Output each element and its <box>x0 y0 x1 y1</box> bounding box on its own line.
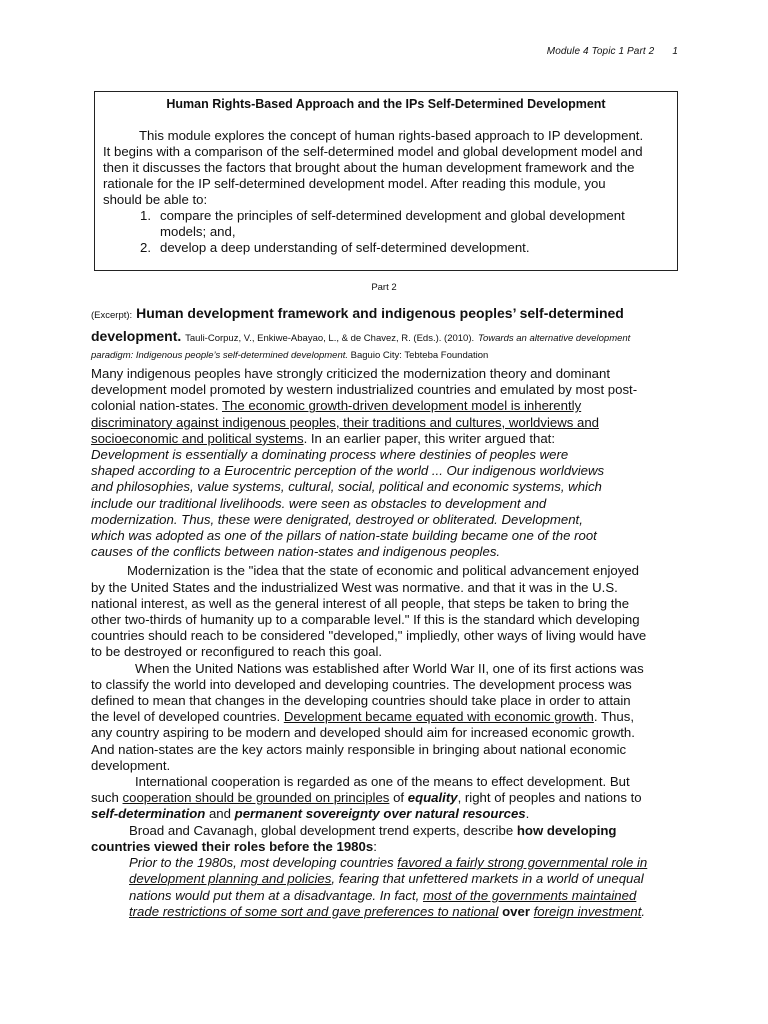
paragraph: International cooperation is regarded as one of the means to effect development. But such cooperation should be grounded on principles of equality, right of peoples and nations to self-determination and permanent sovereignty over natural resources. <box>91 774 642 822</box>
paragraph: Broad and Cavanagh, global development trend experts, describe how developing countries viewed their roles before the 1980s: <box>91 822 617 854</box>
part-label: Part 2 <box>371 282 397 293</box>
intro-line: This module explores the concept of human rights-based approach to IP development. <box>139 128 644 143</box>
excerpt-title-cont: development. <box>91 328 182 344</box>
page-number: 1 <box>672 46 678 57</box>
block-quote: Prior to the 1980s, most developing countries favored a fairly strong governmental role in development planning and policies, fearing that unfettered markets in a world of unequal nations would put them at a disadvantage. In fact, most of the governments maintained trade restrictions of some sort and gave preferences to national over foreign investment. <box>129 855 648 919</box>
article-body <box>91 366 681 920</box>
paragraph: Modernization is the "idea that the state of economic and political advancement enjoyed by the United States and the industrialized West was normative. and that it was in the U.S. national interest, as well as the general interest of all people, that steps be taken to bring the other two-thirds of humanity up to a comparable level." If this is the standard which developing countries should reach to be considered "developed," impliedly, other ways of living would have to be destroyed or reconfigured to reach this goal. <box>91 563 647 660</box>
module-overview-box <box>94 91 678 271</box>
objectives-list <box>103 208 669 256</box>
objective-item: 1. compare the principles of self-determined development and global development models; and, <box>140 208 625 239</box>
excerpt-citation: paradigm: Indigenous people’s self-determined development. Baguio City: Tebtebа Foundation <box>91 350 489 361</box>
excerpt-title: Human development framework and indigenous peoples’ self-determined <box>136 305 624 321</box>
intro-line: then it discusses the factors that brought about the human development framework and the <box>103 160 635 175</box>
block-quote: Development is essentially a dominating process where destinies of peoples were shaped according to a Eurocentric perception of the world ... Our indigenous worldviews and philosophies, value systems, cultural, social, political and economic systems, which include our traditional livelihoods. were seen as obstacles to development and modernization. Thus, these were denigrated, destroyed or obliterated. Development, which was adopted as one of the pillars of nation-state building became one of the root causes of the conflicts between nation-states and indigenous peoples. <box>91 447 605 560</box>
excerpt-heading <box>91 303 681 363</box>
excerpt-authors: Tauli-Corpuz, V., Enkiwe-Abayao, L., & de Chavez, R. (Eds.). (2010). <box>185 333 475 344</box>
intro-line: rationale for the IP self-determined development model. After reading this module, you <box>103 176 606 191</box>
paragraph: When the United Nations was established after World War II, one of its first actions was to classify the world into developed and developing countries. The development process was defined to mean that changes in the developing countries should take place in order to attain the level of developed countries. Development became equated with economic growth. Thus, any country aspiring to be modern and developed should aim for increased economic growth. And nation-states are the key actors mainly responsible in bringing about national economic development. <box>91 660 644 773</box>
objective-item: 2. develop a deep understanding of self-determined development. <box>140 240 530 255</box>
module-intro <box>103 128 669 256</box>
excerpt-book-title: Towards an alternative development <box>478 333 631 344</box>
intro-line: should be able to: <box>103 192 208 207</box>
intro-line: It begins with a comparison of the self-determined model and global development model and <box>103 144 643 159</box>
objective-number: 2. <box>140 240 151 255</box>
excerpt-prefix: (Excerpt): <box>91 310 133 321</box>
page-header <box>547 46 678 57</box>
header-label: Module 4 Topic 1 Part 2 <box>546 46 655 57</box>
objective-number: 1. <box>140 208 151 223</box>
paragraph: Many indigenous peoples have strongly criticized the modernization theory and dominant development model promoted by western industrialized countries and emulated by most post- colonial nation-states. The economic growth-driven development model is inherently discriminatory against indigenous peoples, their traditions and cultures, worldviews and socioeconomic and political systems. In an earlier paper, this writer argued that: <box>91 366 638 446</box>
module-title: Human Rights-Based Approach and the IPs Self-Determined Development <box>166 97 606 111</box>
